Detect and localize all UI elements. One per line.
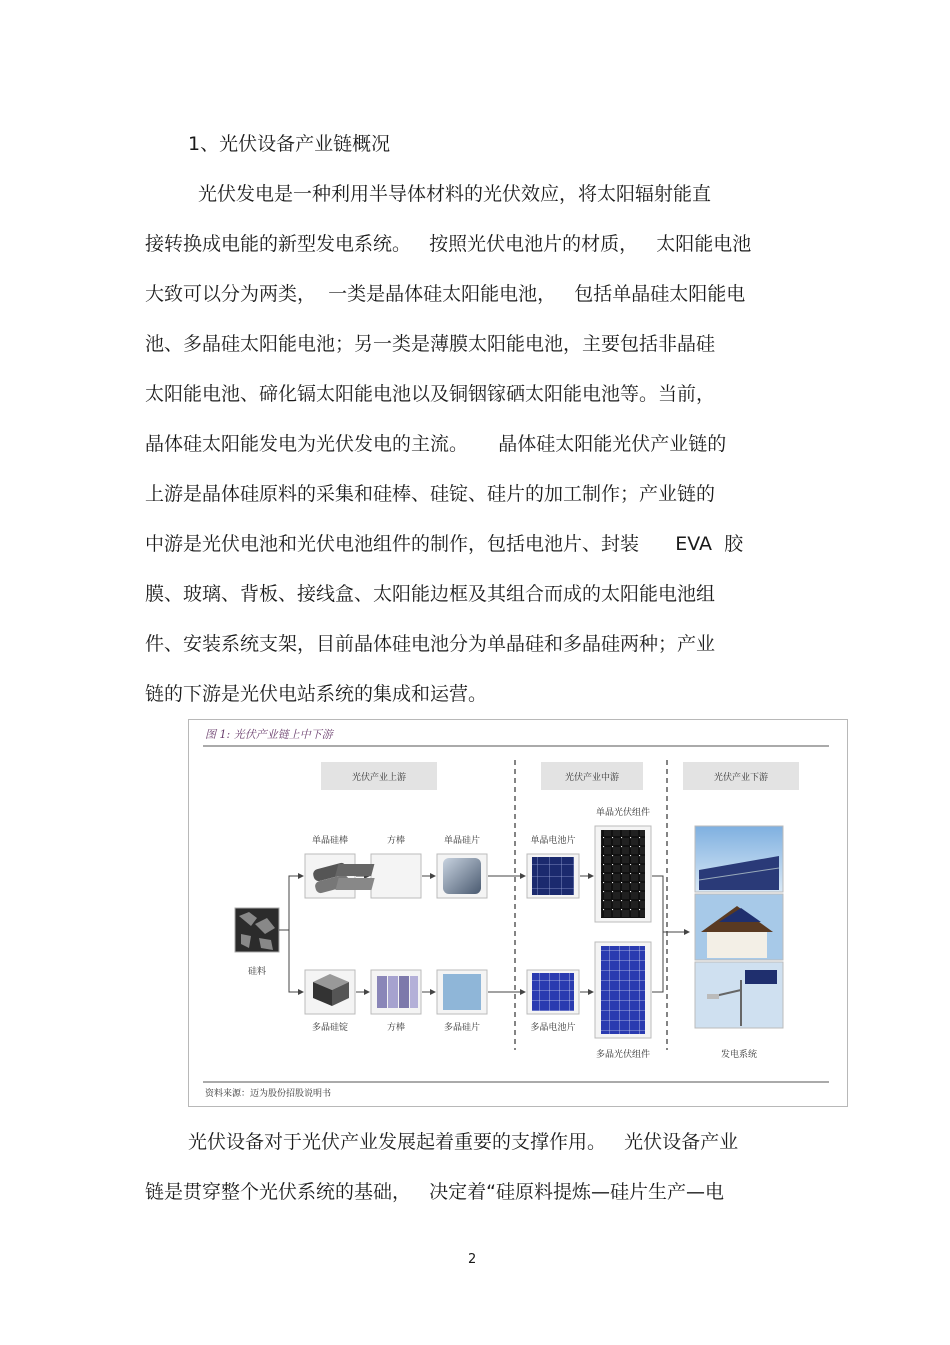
paragraph-line: 膜、玻璃、背板、接线盒、太阳能边框及其组合而成的太阳能电池组 — [145, 583, 716, 605]
poly-module-image — [595, 942, 651, 1038]
power-system-images — [695, 826, 783, 1028]
paragraph-line: 光伏设备对于光伏产业发展起着重要的支撑作用。 光伏设备产业 — [188, 1131, 739, 1153]
paragraph-line: 中游是光伏电池和光伏电池组件的制作，包括电池片、封装 EVA 胶 — [145, 533, 744, 555]
label-mono-cell: 单晶电池片 — [530, 836, 576, 846]
label-poly-square: 方棒 — [386, 1023, 406, 1033]
stage-midstream-label: 光伏产业中游 — [564, 773, 620, 783]
label-poly-module: 多晶光伏组件 — [595, 1050, 651, 1060]
poly-ingot-image — [305, 970, 355, 1014]
poly-wafer-image — [437, 970, 487, 1014]
paragraph-line: 晶体硅太阳能发电为光伏发电的主流。 晶体硅太阳能光伏产业链的 — [145, 433, 727, 455]
label-mono-square: 方棒 — [386, 836, 406, 846]
label-system: 发电系统 — [720, 1050, 758, 1060]
raw-silicon-image — [235, 908, 279, 952]
paragraph-line: 链的下游是光伏电站系统的集成和运营。 — [145, 683, 488, 705]
figure-source: 资料来源：迈为股份招股说明书 — [205, 1089, 332, 1099]
paragraph-line: 太阳能电池、碲化镉太阳能电池以及铜铟镓硒太阳能电池等。当前， — [145, 383, 716, 405]
mono-cell-image — [527, 854, 579, 898]
label-mono-wafer: 单晶硅片 — [443, 836, 481, 846]
label-mono-module: 单晶光伏组件 — [595, 808, 651, 818]
label-raw: 硅料 — [247, 967, 267, 977]
label-poly-ingot: 多晶硅锭 — [311, 1023, 349, 1033]
mono-wafer-image — [437, 854, 487, 898]
paragraph-line: 光伏发电是一种利用半导体材料的光伏效应，将太阳辐射能直 — [198, 183, 712, 205]
poly-square-image — [371, 970, 421, 1014]
poly-cell-image — [527, 970, 579, 1014]
label-poly-wafer: 多晶硅片 — [443, 1023, 481, 1033]
figure-title: 图 1: 光伏产业链上中下游 — [205, 728, 333, 741]
paragraph-line: 大致可以分为两类， 一类是晶体硅太阳能电池， 包括单晶硅太阳能电 — [145, 283, 746, 305]
label-mono-rod: 单晶硅棒 — [311, 836, 349, 846]
paragraph-line: 链是贯穿整个光伏系统的基础， 决定着“硅原料提炼—硅片生产—电 — [145, 1181, 724, 1203]
figure-pv-industry-chain — [188, 719, 848, 1107]
page-number: 2 — [468, 1252, 477, 1267]
label-poly-cell: 多晶电池片 — [530, 1023, 576, 1033]
section-heading: 1、光伏设备产业链概况 — [188, 133, 391, 155]
paragraph-line: 池、多晶硅太阳能电池；另一类是薄膜太阳能电池，主要包括非晶硅 — [145, 333, 716, 355]
figure-diagram — [189, 720, 849, 1108]
paragraph-line: 上游是晶体硅原料的采集和硅棒、硅锭、硅片的加工制作；产业链的 — [145, 483, 716, 505]
stage-upstream-label: 光伏产业上游 — [351, 773, 407, 783]
paragraph-line: 件、安装系统支架，目前晶体硅电池分为单晶硅和多晶硅两种；产业 — [145, 633, 716, 655]
mono-module-image — [595, 826, 651, 922]
stage-downstream-label: 光伏产业下游 — [713, 773, 769, 783]
paragraph-line: 接转换成电能的新型发电系统。 按照光伏电池片的材质， 太阳能电池 — [145, 233, 752, 255]
